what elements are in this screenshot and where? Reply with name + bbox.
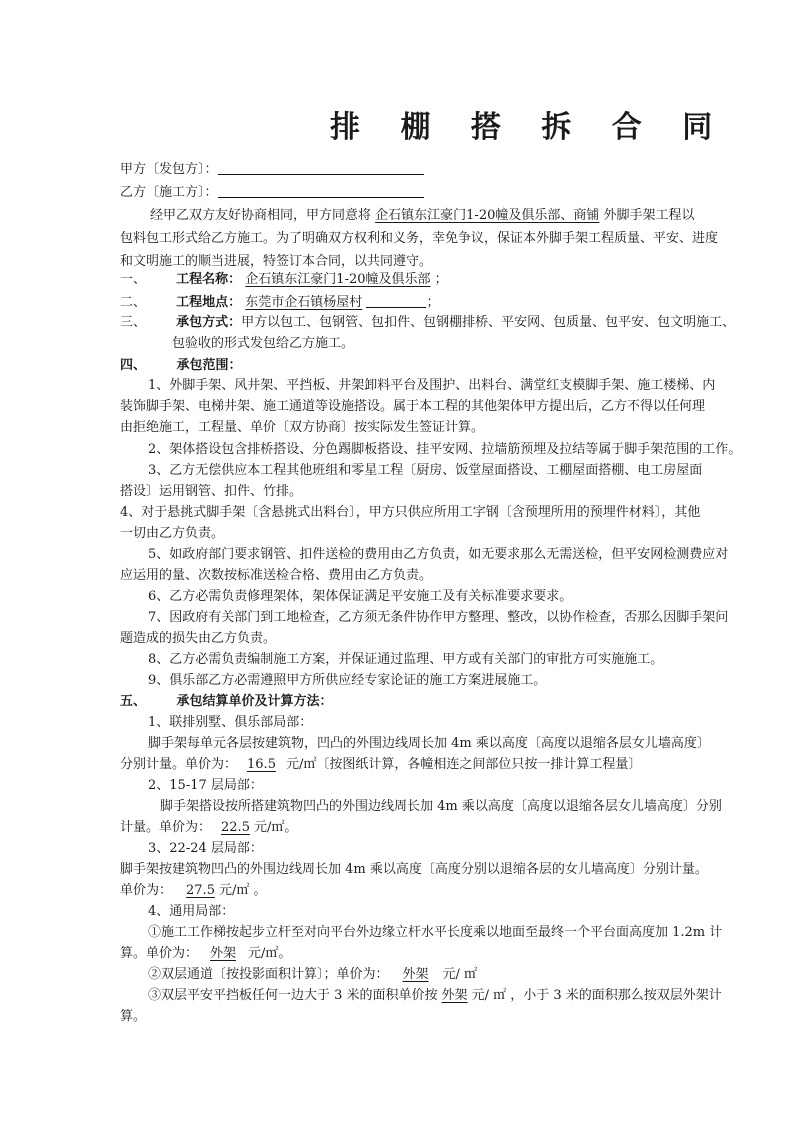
scope-4a: 4、对于悬挑式脚手架〔含悬挑式出料台〕，甲方只供应所用工字钢〔含预埋所用的预埋件材料〕，其他 [120, 505, 701, 520]
price-3-line-2: 单价为： 27.5 元/㎡ 。 [120, 883, 267, 898]
section-3-cont: 包验收的形式发包给乙方施工。 [172, 336, 355, 351]
price-4-item-3-value: 外架 [441, 988, 468, 1003]
price-2-value: 22.5 [221, 820, 250, 835]
price-4-item-3a: ③双层平安平挡板任何一边大于 3 米的面积单价按 外架 元/ ㎡ ，小于 3 米的面积那么按双层外架计 [148, 988, 722, 1003]
section-4-heading: 四、 承包范围： [120, 358, 242, 373]
party-a-label: 甲方〔发包方〕： [120, 162, 218, 177]
price-2-line-1: 脚手架搭设按所搭建筑物凹凸的外围边线周长加 4m 乘以高度〔高度以退缩各层女儿墙高度〕分别 [160, 799, 722, 814]
project-name-value: 企石镇东江豪门1-20幢及俱乐部 [245, 272, 431, 287]
scope-9: 9、俱乐部乙方必需遵照甲方所供应经专家论证的施工方案进展施工。 [148, 673, 547, 688]
price-3-heading: 3、22-24 层局部： [148, 841, 263, 856]
price-1-value: 16.5 [247, 757, 276, 772]
party-b-label: 乙方〔施工方〕： [120, 185, 218, 200]
scope-1c: 由拒绝施工，工程量、单价〔双方协商〕按实际发生签证计算。 [120, 420, 485, 435]
price-4-item-2-value: 外架 [402, 967, 429, 982]
price-1-line-2: 分别计量。单价为： 16.5 元/㎡〔按图纸计算，各幢相连之间部位只按一排计算工程量〕 [120, 757, 642, 772]
party-a-blank [218, 160, 424, 175]
price-3-value: 27.5 [186, 883, 215, 898]
price-1-heading: 1、联排别墅、俱乐部局部： [148, 715, 313, 730]
scope-3a: 3、乙方无偿供应本工程其他班组和零星工程〔厨房、饭堂屋面搭设、工棚屋面搭棚、电工房屋面 [148, 463, 703, 478]
project-site-value: 东莞市企石镇杨屋村 [245, 295, 363, 310]
price-4-item-1b: 算。单价为： 外架 元/㎡。 [120, 946, 292, 961]
scope-7a: 7、因政府有关部门到工地检查，乙方须无条件协作甲方整理、整改，以协作检查，否那么因脚手架问 [148, 610, 729, 625]
scope-7b: 题造成的损失由乙方负责。 [120, 631, 277, 646]
section-1: 一、 工程名称： 企石镇东江豪门1-20幢及俱乐部 ； [120, 272, 448, 287]
scope-5b: 应运用的量、次数按标准送检合格、费用由乙方负责。 [120, 568, 433, 583]
price-4-item-2: ②双层通道〔按投影面积计算〕；单价为： 外架 元/ ㎡ [148, 967, 478, 982]
scope-1a: 1、外脚手架、风井架、平挡板、井架卸料平台及围护、出料台、满堂红支模脚手架、施工楼梯、内 [148, 378, 716, 393]
scope-4b: 一切由乙方负责。 [120, 526, 225, 541]
price-4-item-3b: 算。 [120, 1009, 147, 1024]
price-4-item-1a: ①施工工作梯按起步立杆至对向平台外边缘立杆水平长度乘以地面至最终一个平台面高度加 1.2m 计 [148, 925, 723, 940]
scope-5a: 5、如政府部门要求钢管、扣件送检的费用由乙方负责，如无要求那么无需送检，但平安网检测费应对 [148, 547, 729, 562]
party-b-line [120, 183, 424, 202]
intro-line-2: 包料包工形式给乙方施工。为了明确双方权利和义务，幸免争议，保证本外脚手架工程质量、平安、进度 [120, 231, 719, 246]
section-3: 三、 承包方式：甲方以包工、包钢管、包扣件、包钢棚排桥、平安网、包质量、包平安、包文明施工、 [120, 315, 736, 330]
intro-line-1: 经甲乙双方友好协商相同，甲方同意将 企石镇东江豪门1-20幢及俱乐部、商铺 外脚手架工程以 [150, 208, 695, 223]
party-b-blank [218, 183, 424, 198]
price-1-line-1: 脚手架每单元各层按建筑物，凹凸的外围边线周长加 4m 乘以高度〔高度以退缩各层女儿墙高度〕 [148, 736, 710, 751]
project-name-inline: 企石镇东江豪门1-20幢及俱乐部、商铺 [375, 208, 600, 223]
page-title: 排 棚 搭 拆 合 同 [330, 110, 728, 145]
price-2-heading: 2、15-17 层局部： [148, 778, 263, 793]
party-a-line [120, 160, 424, 179]
scope-1b: 装饰脚手架、电梯井架、施工通道等设施搭设。属于本工程的其他架体甲方提出后，乙方不得以任何理 [120, 399, 706, 414]
scope-8: 8、乙方必需负责编制施工方案，并保证通过监理、甲方或有关部门的审批方可实施施工。 [148, 652, 664, 667]
scope-3b: 搭设〕运用钢管、扣件、竹排。 [120, 484, 303, 499]
section-2: 二、 工程地点： 东莞市企石镇杨屋村 ； [120, 295, 440, 310]
price-3-line-1: 脚手架按建筑物凹凸的外围边线周长加 4m 乘以高度〔高度分别以退缩各层的女儿墙高度〕分别计量。 [120, 862, 708, 877]
scope-6: 6、乙方必需负责修理架体，架体保证满足平安施工及有关标准要求要求。 [148, 589, 573, 604]
price-2-line-2: 计量。单价为： 22.5 元/㎡。 [120, 820, 298, 835]
scope-2: 2、架体搭设包含排桥搭设、分色踢脚板搭设、挂平安网、拉墙筋预埋及拉结等属于脚手架范围的工作。 [148, 442, 742, 457]
price-4-heading: 4、通用局部： [148, 904, 235, 919]
section-5-heading: 五、 承包结算单价及计算方法： [120, 694, 333, 709]
price-4-item-1-value: 外架 [210, 946, 237, 961]
intro-line-3: 和文明施工的顺当进展，特签订本合同，以共同遵守。 [120, 254, 433, 269]
